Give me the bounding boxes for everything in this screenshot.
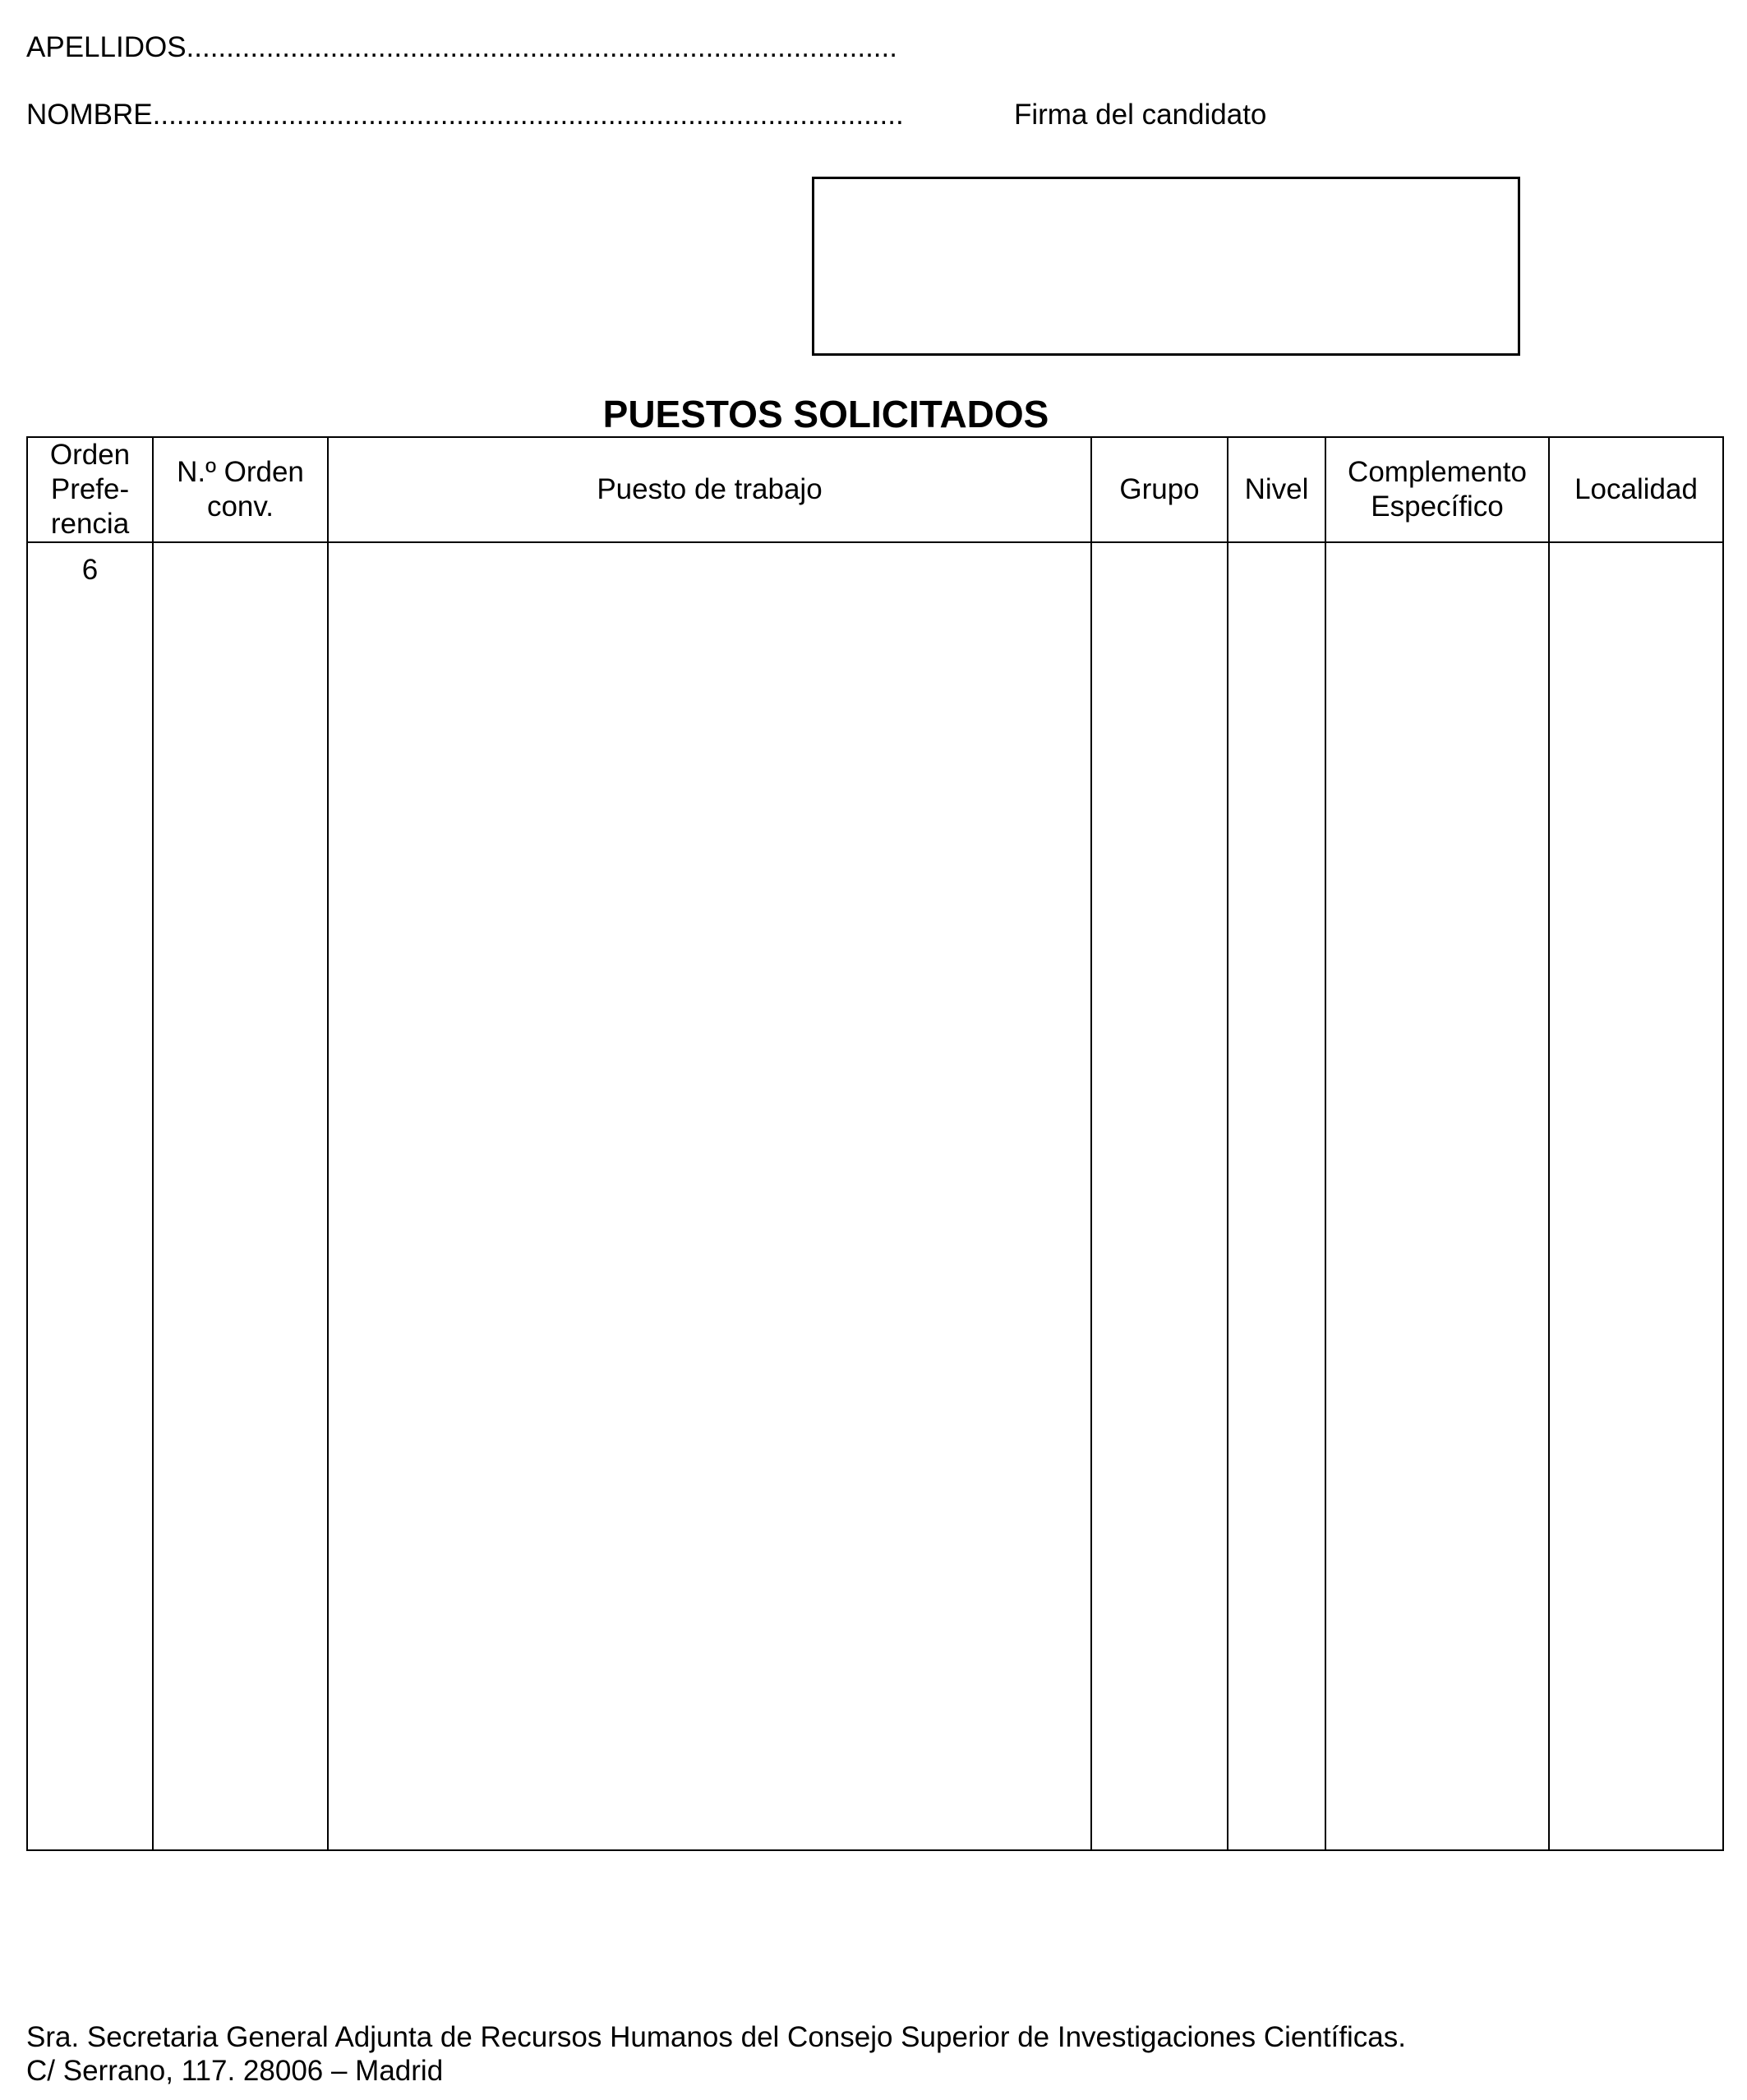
nombre-field[interactable]: NOMBRE..............................................................................................	[26, 99, 904, 131]
col-header-line: Complemento	[1348, 456, 1527, 488]
col-header-n-orden-conv	[153, 437, 328, 542]
signature-box[interactable]	[812, 177, 1520, 356]
table-header-row	[27, 437, 1723, 542]
col-header-orden-preferencia	[27, 437, 153, 542]
col-header-line: Prefe-	[50, 473, 130, 505]
col-header-line: conv.	[206, 490, 274, 523]
col-header-grupo: Grupo	[1091, 437, 1228, 542]
col-header-line: N.º Orden	[177, 456, 304, 488]
footer-address-line: Sra. Secretaria General Adjunta de Recursos Humanos del Consejo Superior de Investigaciones Científicas.	[26, 2021, 1406, 2053]
cell-complemento[interactable]	[1325, 542, 1549, 1850]
col-header-localidad: Localidad	[1549, 437, 1723, 542]
footer-street-line: C/ Serrano, 117. 28006 – Madrid	[26, 2055, 444, 2087]
col-header-line: Específico	[1371, 490, 1504, 523]
col-header-complemento	[1325, 437, 1549, 542]
table-title: PUESTOS SOLICITADOS	[602, 393, 1049, 435]
cell-grupo[interactable]	[1091, 542, 1228, 1850]
cell-nivel[interactable]	[1228, 542, 1325, 1850]
table-row	[27, 542, 1723, 1850]
firma-label: Firma del candidato	[1014, 99, 1267, 131]
col-header-line: Orden	[49, 439, 131, 471]
col-header-line: rencia	[50, 508, 130, 540]
cell-n-orden-conv[interactable]	[153, 542, 328, 1850]
apellidos-field[interactable]: APELLIDOS.........................................................................................	[26, 31, 897, 63]
cell-puesto[interactable]	[328, 542, 1091, 1850]
cell-localidad[interactable]	[1549, 542, 1723, 1850]
cell-orden-preferencia[interactable]: 6	[27, 542, 153, 1850]
col-header-nivel: Nivel	[1228, 437, 1325, 542]
col-header-puesto: Puesto de trabajo	[328, 437, 1091, 542]
puestos-table	[26, 436, 1724, 1851]
